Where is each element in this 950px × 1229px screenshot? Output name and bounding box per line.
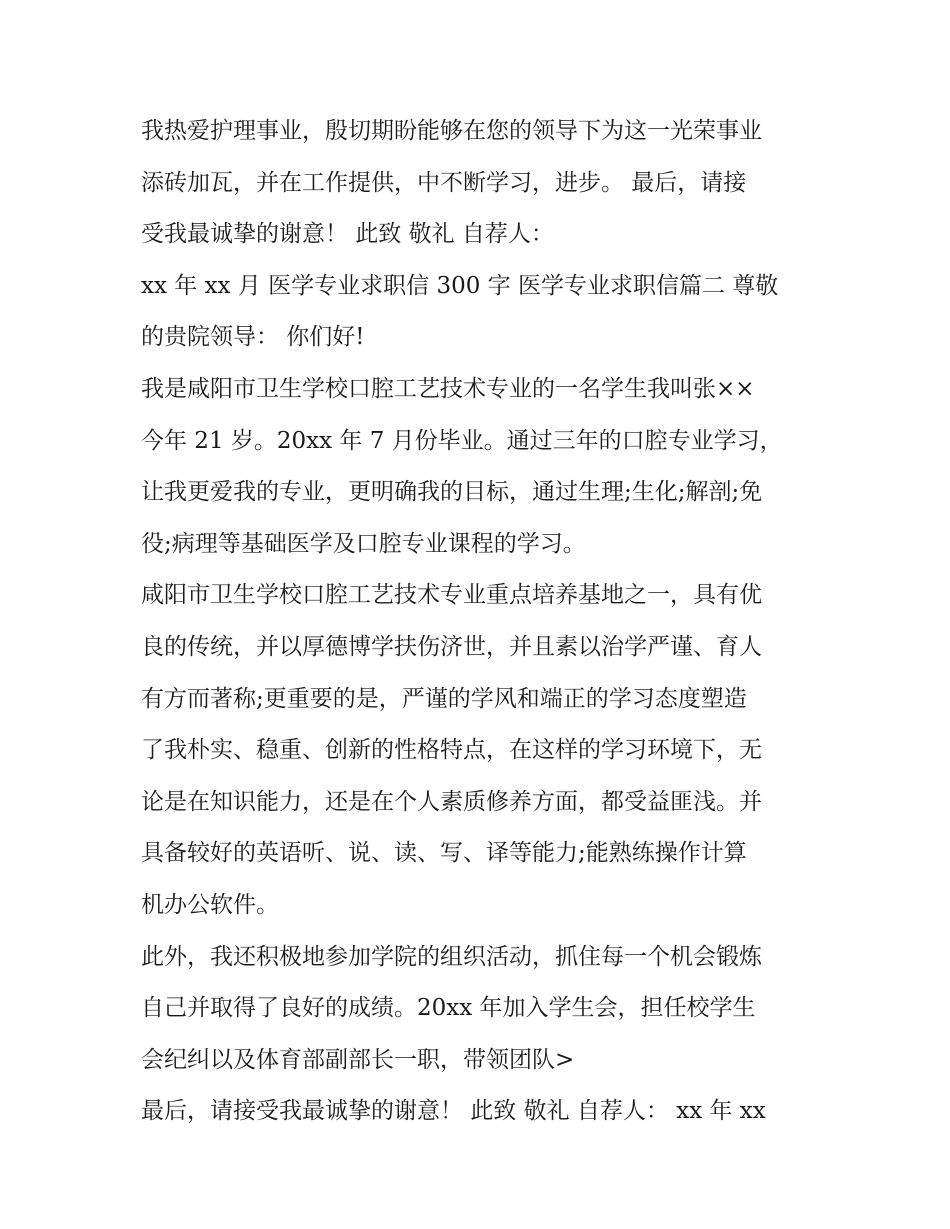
text-line-15: 具备较好的英语听、说、读、写、译等能力;能熟练操作计算 <box>141 840 747 867</box>
text-line-7: 今年 21 岁。20xx 年 7 月份毕业。通过三年的口腔专业学习， <box>141 427 783 454</box>
text-line-2: 添砖加瓦，并在工作提供，中不断学习，进步。 最后，请接 <box>141 169 747 196</box>
text-line-10: 咸阳市卫生学校口腔工艺技术专业重点培养基地之一，具有优 <box>141 582 762 609</box>
text-line-16: 机办公软件。 <box>141 891 279 918</box>
text-line-8: 让我更爱我的专业，更明确我的目标，通过生理;生化;解剖;免 <box>141 479 763 506</box>
text-line-1: 我热爱护理事业，殷切期盼能够在您的领导下为这一光荣事业 <box>141 118 762 144</box>
text-line-18: 自己并取得了良好的成绩。20xx 年加入学生会，担任校学生 <box>141 995 756 1022</box>
text-line-9: 役;病理等基础医学及口腔专业课程的学习。 <box>141 530 586 557</box>
text-line-11: 良的传统，并以厚德博学扶伤济世，并且素以治学严谨、育人 <box>141 633 762 660</box>
text-line-6: 我是咸阳市卫生学校口腔工艺技术专业的一名学生我叫张×× <box>141 375 755 402</box>
text-line-17: 此外，我还积极地参加学院的组织活动，抓住每一个机会锻炼 <box>141 943 762 970</box>
text-line-13: 了我朴实、稳重、创新的性格特点，在这样的学习环境下，无 <box>141 737 762 764</box>
document-body <box>141 106 813 1138</box>
text-line-4: xx 年 xx 月 医学专业求职信 300 字 医学专业求职信篇二 尊敬 <box>141 272 779 299</box>
text-line-20: 最后，请接受我最诚挚的谢意！ 此致 敬礼 自荐人： xx 年 xx <box>141 1098 766 1125</box>
text-line-19: 会纪纠以及体育部副部长一职，带领团队> <box>141 1046 575 1073</box>
text-line-14: 论是在知识能力，还是在个人素质修养方面，都受益匪浅。并 <box>141 788 762 815</box>
text-line-3: 受我最诚挚的谢意！ 此致 敬礼 自荐人： <box>141 221 554 248</box>
text-line-12: 有方而著称;更重要的是，严谨的学风和端正的学习态度塑造 <box>141 685 747 712</box>
text-line-5: 的贵院领导： 你们好! <box>141 324 365 351</box>
